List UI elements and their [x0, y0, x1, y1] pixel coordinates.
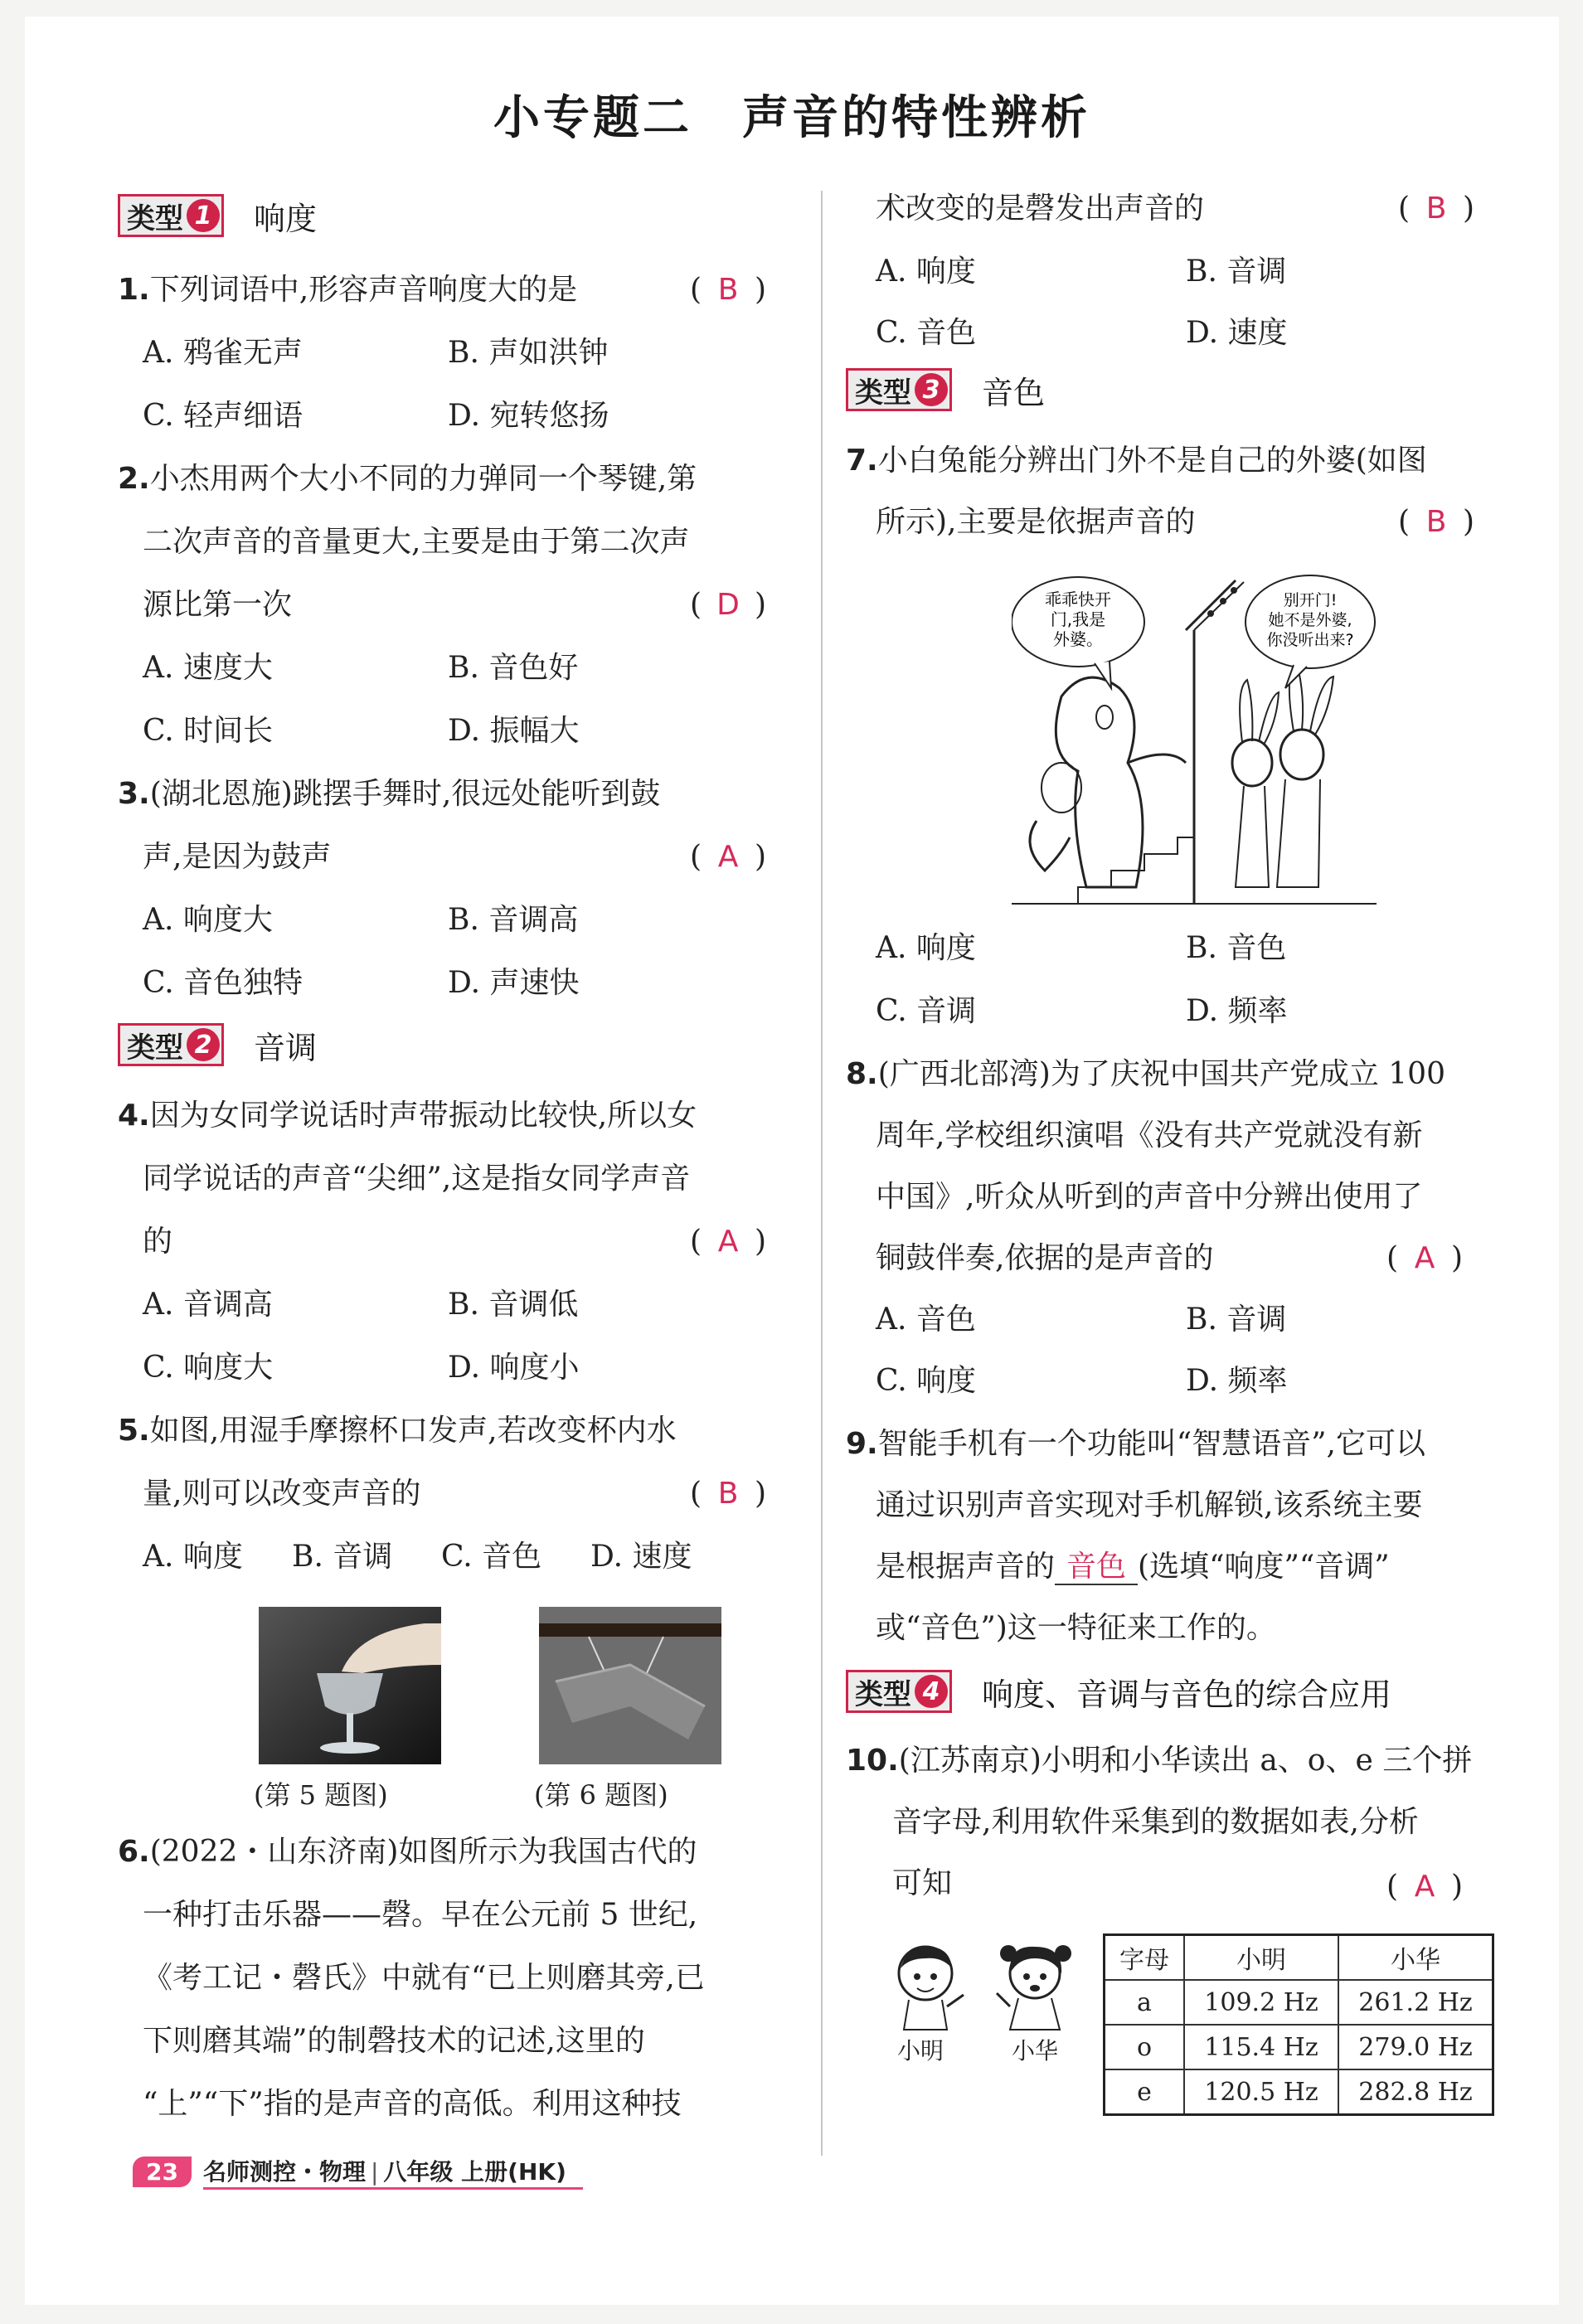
type-3-header [846, 365, 1045, 415]
page-footer [133, 2154, 583, 2190]
table-row [1105, 2025, 1493, 2069]
book-title: 名师测控・物理 | 八年级 上册(HK) [203, 2154, 583, 2190]
xiaoming-illustration [884, 1940, 975, 2035]
option: A. 音色 [876, 1303, 976, 1337]
table-cell: 120.5 Hz [1184, 2069, 1338, 2115]
table-row [1105, 1980, 1493, 2025]
question-6-line: “上”“下”指的是声音的高低。利用这种技 [143, 2087, 682, 2121]
type-title: 响度、音调与音色的综合应用 [982, 1676, 1392, 1713]
option: C. 音色 [876, 316, 977, 350]
answer-1: ( B ) [690, 273, 767, 307]
rabbit-speech-text: 她不是外婆, [1268, 611, 1352, 629]
option: C. 响度大 [143, 1351, 274, 1385]
figure-5-glass-photo [259, 1607, 441, 1768]
option: C. 响度 [876, 1364, 977, 1398]
option: B. 音调 [1186, 255, 1287, 289]
answer-6: ( B ) [1398, 192, 1475, 226]
question-2-line: 源比第一次 [143, 588, 293, 622]
column-divider [821, 191, 823, 2156]
answer-3: ( A ) [690, 840, 767, 874]
question-9-line: 通过识别声音实现对手机解锁,该系统主要 [876, 1488, 1423, 1522]
question-10-line: 可知 [892, 1866, 953, 1900]
answer-8: ( A ) [1386, 1241, 1464, 1275]
table-cell: 115.4 Hz [1184, 2025, 1338, 2069]
question-9-line: 或“音色”)这一特征来工作的。 [876, 1611, 1276, 1645]
type-2-header [118, 1020, 317, 1070]
option: B. 音调 [1186, 1303, 1287, 1337]
question-4-line: 同学说话的声音“尖细”,这是指女同学声音 [143, 1162, 691, 1196]
table-row [1105, 2069, 1493, 2115]
table-header: 小明 [1184, 1935, 1338, 1981]
option: A. 速度大 [143, 651, 273, 685]
page-number: 23 [133, 2157, 192, 2187]
question-2: 2.小杰用两个大小不同的力弹同一个琴键,第 [118, 462, 697, 496]
answer-2: ( D ) [690, 588, 767, 622]
option: A. 音调高 [143, 1288, 273, 1322]
question-7: 7.小白兔能分辨出门外不是自己的外婆(如图 [846, 444, 1427, 478]
type-badge: 类型 3 [846, 368, 952, 411]
question-5-line: 量,则可以改变声音的 [143, 1477, 421, 1511]
option: B. 音调低 [448, 1288, 579, 1322]
option: B. 声如洪钟 [448, 336, 609, 370]
question-6-line: 一种打击乐器——磬。早在公元前 5 世纪, [143, 1898, 698, 1932]
wolf-speech-text: 外婆。 [1053, 629, 1103, 649]
option: A. 响度 [876, 255, 976, 289]
table-header: 小华 [1338, 1935, 1493, 1981]
answer-5: ( B ) [690, 1477, 767, 1511]
option: B. 音调高 [448, 903, 579, 937]
option: D. 声速快 [448, 966, 580, 1000]
type-badge: 类型 1 [118, 194, 224, 237]
question-5: 5.如图,用湿手摩擦杯口发声,若改变杯内水 [118, 1414, 677, 1448]
rabbit-speech-text: 别开门! [1283, 591, 1338, 609]
option: A. 响度 [876, 931, 976, 965]
type-badge: 类型 2 [118, 1023, 224, 1066]
wolf-speech-text: 门,我是 [1050, 609, 1106, 629]
pitch-data-table [1103, 1933, 1494, 2116]
table-cell: e [1105, 2069, 1185, 2115]
question-4: 4.因为女同学说话时声带振动比较快,所以女 [118, 1099, 697, 1133]
answer-7: ( B ) [1398, 505, 1475, 539]
question-7-line: 所示),主要是依据声音的 [876, 505, 1196, 539]
option: B. 音色 [1186, 931, 1287, 965]
option: D. 速度 [590, 1540, 692, 1574]
fill-in-answer: 音色 [1055, 1550, 1138, 1585]
question-4-line: 的 [143, 1225, 173, 1259]
question-6-line: 下则磨其端”的制磬技术的记述,这里的 [143, 2024, 645, 2058]
rabbit-speech-text: 你没听出来? [1266, 631, 1354, 649]
table-cell: o [1105, 2025, 1185, 2069]
type-4-header [846, 1667, 1391, 1716]
table-cell: 282.8 Hz [1338, 2069, 1493, 2115]
option: B. 音调 [292, 1540, 393, 1574]
option: D. 频率 [1186, 994, 1288, 1028]
table-cell: 109.2 Hz [1184, 1980, 1338, 2025]
xiaohua-label: 小华 [1012, 2037, 1059, 2064]
question-6-line: 术改变的是磬发出声音的 [876, 192, 1205, 226]
option: D. 宛转悠扬 [448, 399, 609, 433]
answer-10: ( A ) [1386, 1870, 1464, 1904]
table-cell: 261.2 Hz [1338, 1980, 1493, 2025]
question-3-line: 声,是因为鼓声 [143, 840, 332, 874]
question-6-line: 《考工记・磬氏》中就有“已上则磨其旁,已 [143, 1961, 705, 1995]
option: D. 响度小 [448, 1351, 580, 1385]
question-2-line: 二次声音的音量更大,主要是由于第二次声 [143, 525, 690, 559]
table-cell: 279.0 Hz [1338, 2025, 1493, 2069]
figure-7-wolf-rabbit-cartoon [1012, 572, 1377, 924]
question-10: 10.(江苏南京)小明和小华读出 a、o、e 三个拼 [846, 1744, 1473, 1778]
question-3: 3.(湖北恩施)跳摆手舞时,很远处能听到鼓 [118, 777, 661, 811]
option: C. 时间长 [143, 714, 274, 748]
option: A. 响度大 [143, 903, 273, 937]
option: A. 响度 [143, 1540, 243, 1574]
option: C. 音调 [876, 994, 977, 1028]
option: A. 鸦雀无声 [143, 336, 303, 370]
wolf-speech-text: 乖乖快开 [1045, 589, 1111, 609]
type-title: 响度 [254, 200, 318, 237]
option: D. 频率 [1186, 1364, 1288, 1398]
xiaohua-illustration [992, 1940, 1083, 2035]
type-badge: 类型 4 [846, 1670, 952, 1713]
page-title: 小专题二 声音的特性辨析 [493, 91, 1090, 145]
question-8-line: 铜鼓伴奏,依据的是声音的 [876, 1241, 1214, 1275]
question-6: 6.(2022・山东济南)如图所示为我国古代的 [118, 1835, 697, 1869]
option: C. 轻声细语 [143, 399, 303, 433]
figure-6-chime-photo [539, 1607, 721, 1768]
option: C. 音色独特 [143, 966, 303, 1000]
figure-5-caption: (第 5 题图) [254, 1779, 388, 1811]
type-1-header [118, 191, 317, 240]
question-10-line: 音字母,利用软件采集到的数据如表,分析 [892, 1805, 1419, 1839]
figure-6-caption: (第 6 题图) [534, 1779, 668, 1811]
question-9-line: 是根据声音的 音色 (选填“响度”“音调” [876, 1550, 1390, 1584]
type-title: 音色 [982, 374, 1046, 411]
option: B. 音色好 [448, 651, 579, 685]
question-8-line: 周年,学校组织演唱《没有共产党就没有新 [876, 1118, 1423, 1152]
answer-4: ( A ) [690, 1225, 767, 1259]
question-8: 8.(广西北部湾)为了庆祝中国共产党成立 100 [846, 1057, 1445, 1091]
table-header: 字母 [1105, 1935, 1185, 1981]
question-9: 9.智能手机有一个功能叫“智慧语音”,它可以 [846, 1427, 1425, 1461]
table-cell: a [1105, 1980, 1185, 2025]
option: D. 振幅大 [448, 714, 580, 748]
question-1: 1.下列词语中,形容声音响度大的是 [118, 273, 578, 307]
worksheet-page [25, 17, 1559, 2305]
option: C. 音色 [441, 1540, 542, 1574]
type-title: 音调 [254, 1029, 318, 1066]
question-8-line: 中国》,听众从听到的声音中分辨出使用了 [876, 1180, 1423, 1214]
option: D. 速度 [1186, 316, 1288, 350]
xiaoming-label: 小明 [897, 2037, 944, 2064]
